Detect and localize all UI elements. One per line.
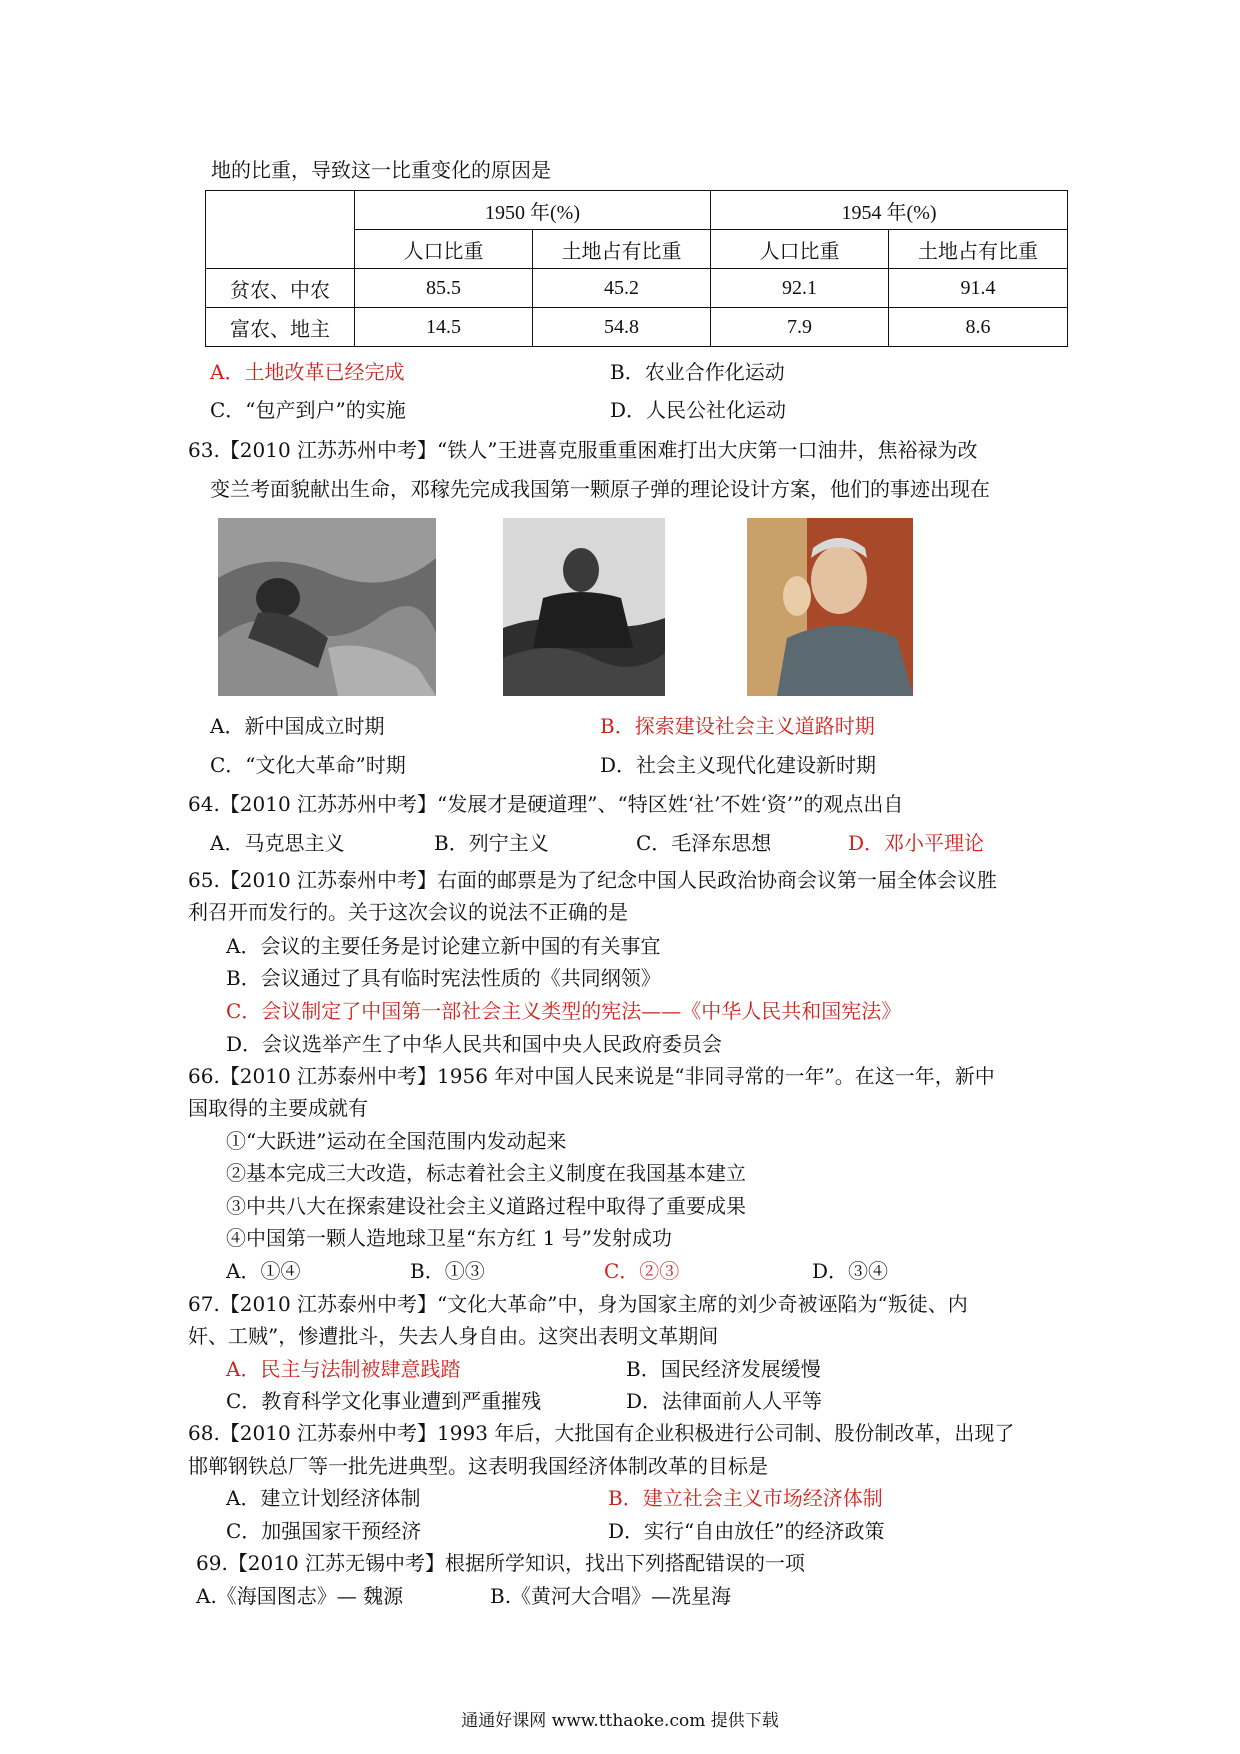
q65-option-b: B．会议通过了具有临时宪法性质的《共同纲领》	[226, 966, 661, 990]
q69-option-b: B.《黄河大合唱》—冼星海	[490, 1584, 732, 1608]
q66-option-d: D．③④	[812, 1259, 889, 1283]
table-subheader: 人口比重	[711, 230, 889, 269]
q62-option-b: B．农业合作化运动	[610, 360, 785, 384]
q64-option-b: B．列宁主义	[434, 831, 549, 855]
q64-stem: 64.【2010 江苏苏州中考】“发展才是硬道理”、“特区姓‘社’不姓‘资’”的观点出自	[188, 792, 904, 816]
table-subheader: 人口比重	[355, 230, 533, 269]
q66-option-b: B．①③	[410, 1259, 485, 1283]
q69-stem: 69.【2010 江苏无锡中考】根据所学知识，找出下列搭配错误的一项	[196, 1551, 806, 1575]
q66-option-c: C．②③	[604, 1259, 680, 1283]
table-cell: 85.5	[355, 269, 533, 308]
q64-option-d: D．邓小平理论	[848, 831, 985, 855]
q66-stem-line1: 66.【2010 江苏泰州中考】1956 年对中国人民来说是“非同寻常的一年”。在这一年，新中	[188, 1064, 995, 1088]
row-label: 贫农、中农	[206, 269, 355, 308]
q63-option-a: A．新中国成立时期	[210, 714, 385, 738]
q68-stem-line1: 68.【2010 江苏泰州中考】1993 年后，大批国有企业积极进行公司制、股份制改革，出现了	[188, 1421, 1015, 1445]
q62-option-a: A．土地改革已经完成	[210, 360, 405, 384]
table-cell: 8.6	[889, 308, 1068, 347]
q64-option-a: A．马克思主义	[210, 831, 345, 855]
q69-option-a: A.《海国图志》— 魏源	[196, 1584, 404, 1608]
q66-statement-1: ①“大跃进”运动在全国范围内发动起来	[226, 1129, 567, 1153]
table-row	[206, 308, 1068, 347]
q63-option-d: D．社会主义现代化建设新时期	[600, 753, 877, 777]
q68-option-a: A．建立计划经济体制	[226, 1486, 421, 1510]
q67-option-b: B．国民经济发展缓慢	[626, 1357, 821, 1381]
q65-option-c: C．会议制定了中国第一部社会主义类型的宪法——《中华人民共和国宪法》	[226, 999, 902, 1023]
q67-option-c: C．教育科学文化事业遭到严重摧残	[226, 1389, 542, 1413]
q65-stem-line1: 65.【2010 江苏泰州中考】右面的邮票是为了纪念中国人民政治协商会议第一届全体会议胜	[188, 868, 998, 892]
table-year-1954: 1954 年(%)	[711, 191, 1068, 230]
table-cell: 54.8	[533, 308, 711, 347]
table-corner-cell	[206, 191, 355, 269]
q63-stem-line2: 变兰考面貌献出生命，邓稼先完成我国第一颗原子弹的理论设计方案，他们的事迹出现在	[210, 477, 990, 501]
table-cell: 45.2	[533, 269, 711, 308]
footer-download-note: 通通好课网 www.tthaoke.com 提供下载	[461, 1711, 779, 1731]
q68-option-d: D．实行“自由放任”的经济政策	[608, 1519, 885, 1543]
q67-stem-line1: 67.【2010 江苏泰州中考】“文化大革命”中，身为国家主席的刘少奇被诬陷为“叛徒、内	[188, 1292, 968, 1316]
photo-deng-jiaxian	[747, 518, 913, 696]
intro-text: 地的比重，导致这一比重变化的原因是	[211, 158, 551, 182]
table-cell: 7.9	[711, 308, 889, 347]
q65-option-d: D．会议选举产生了中华人民共和国中央人民政府委员会	[226, 1032, 723, 1056]
q68-option-c: C．加强国家干预经济	[226, 1519, 422, 1543]
q62-option-c: C．“包产到户”的实施	[210, 398, 406, 422]
table-cell: 92.1	[711, 269, 889, 308]
q62-option-d: D．人民公社化运动	[610, 398, 787, 422]
q66-statement-3: ③中共八大在探索建设社会主义道路过程中取得了重要成果	[226, 1194, 746, 1218]
q67-option-a: A．民主与法制被肆意践踏	[226, 1357, 461, 1381]
q63-stem-line1: 63.【2010 江苏苏州中考】“铁人”王进喜克服重重困难打出大庆第一口油井，焦裕禄为改	[188, 438, 978, 462]
photo-jiao-yulu	[503, 518, 665, 696]
q67-option-d: D．法律面前人人平等	[626, 1389, 823, 1413]
q67-stem-line2: 奸、工贼”，惨遭批斗，失去人身自由。这突出表明文革期间	[188, 1324, 719, 1348]
q66-statement-2: ②基本完成三大改造，标志着社会主义制度在我国基本建立	[226, 1161, 746, 1185]
q65-stem-line2: 利召开而发行的。关于这次会议的说法不正确的是	[188, 900, 628, 924]
row-label: 富农、地主	[206, 308, 355, 347]
q66-statement-4: ④中国第一颗人造地球卫星“东方红 1 号”发射成功	[226, 1226, 672, 1250]
photo-wang-jinxi	[218, 518, 436, 696]
table-cell: 14.5	[355, 308, 533, 347]
q68-stem-line2: 邯郸钢铁总厂等一批先进典型。这表明我国经济体制改革的目标是	[188, 1454, 768, 1478]
q64-option-c: C．毛泽东思想	[636, 831, 772, 855]
table-year-1950: 1950 年(%)	[355, 191, 711, 230]
q66-option-a: A．①④	[226, 1259, 301, 1283]
q66-stem-line2: 国取得的主要成就有	[188, 1096, 368, 1120]
table-cell: 91.4	[889, 269, 1068, 308]
table-subheader: 土地占有比重	[533, 230, 711, 269]
q68-option-b: B．建立社会主义市场经济体制	[608, 1486, 883, 1510]
table-subheader: 土地占有比重	[889, 230, 1068, 269]
q63-option-c: C．“文化大革命”时期	[210, 753, 406, 777]
q65-option-a: A．会议的主要任务是讨论建立新中国的有关事宜	[226, 934, 661, 958]
land-ratio-table	[205, 190, 1068, 347]
table-row	[206, 269, 1068, 308]
q63-option-b: B．探索建设社会主义道路时期	[600, 714, 875, 738]
